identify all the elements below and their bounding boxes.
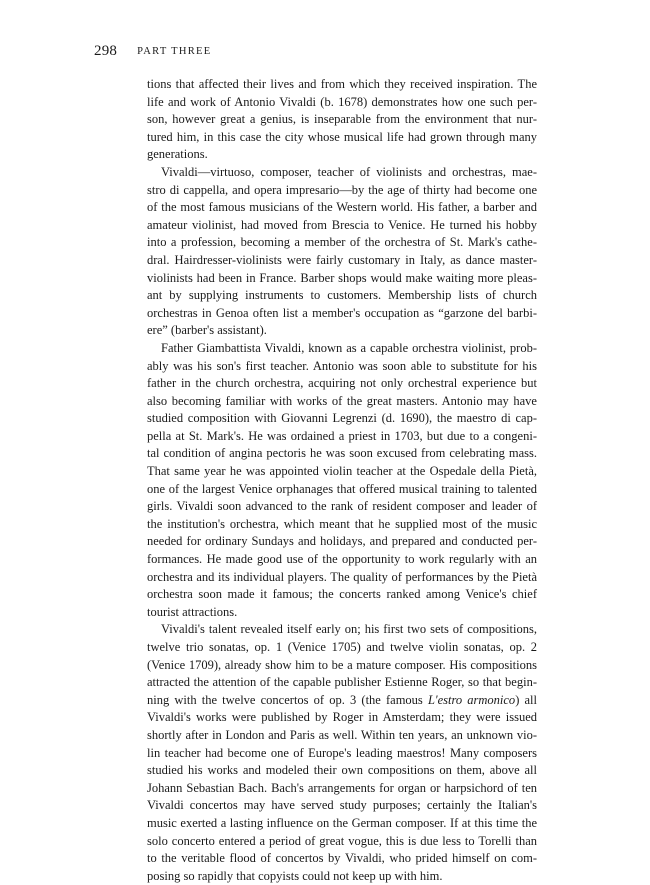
text-line: orchestra soon made it famous; the concerts ranked among Venice's chief — [147, 587, 537, 602]
text-line: of the most famous musicians of the Western world. His father, a barber and — [147, 200, 537, 215]
text-line: lin teacher had become one of Europe's leading maestros! Many composers — [147, 745, 537, 760]
text-line: tourist attractions. — [147, 604, 238, 619]
text-line: shortly after in London and Paris as well. Within ten years, an unknown vio- — [147, 727, 537, 742]
text-line: girls. Vivaldi soon advanced to the rank of resident composer and leader of — [147, 499, 537, 514]
text-line: into a profession, becoming a member of the orchestra of St. Mark's cathe- — [147, 235, 537, 250]
text-line: tured him, in this case the city whose musical life had grown through many — [147, 129, 537, 144]
text-line: father in the church orchestra, acquiring not only orchestral experience but — [147, 376, 537, 391]
text-line: orchestra and its individual players. The quality of performances by the Pietà — [147, 569, 537, 584]
text-line: also becoming familiar with works of the great masters. Antonio may have — [147, 393, 537, 408]
text-line: That same year he was appointed violin teacher at the Ospedale della Pietà, — [147, 464, 537, 479]
text-line: tal condition of angina pectoris he was soon excused from celebrating mass. — [147, 446, 537, 461]
text-line: orchestras in Genoa often list a member's occupation as “garzone del barbi- — [147, 305, 537, 320]
text-line: Vivaldi's works were published by Roger in Amsterdam; they were issued — [147, 710, 537, 725]
text-line: studied his works and modeled their own compositions on them, above all — [147, 763, 537, 778]
text-line: life and work of Antonio Vivaldi (b. 1678) demonstrates how one such per- — [147, 94, 537, 109]
text-line: Johann Sebastian Bach. Bach's arrangements for organ or harpsichord of ten — [147, 780, 537, 795]
text-line: Vivaldi—virtuoso, composer, teacher of violinists and orchestras, mae- — [161, 164, 537, 179]
text-line: generations. — [147, 147, 208, 162]
text-line: Vivaldi's talent revealed itself early on; his first two sets of compositions, — [161, 622, 537, 637]
text-line: twelve trio sonatas, op. 1 (Venice 1705) and twelve violin sonatas, op. 2 — [147, 640, 537, 654]
part-label: PART THREE — [137, 46, 212, 57]
text-segment: ) all — [515, 692, 537, 707]
page-number: 298 — [94, 43, 118, 59]
running-head — [94, 42, 211, 62]
text-line: ably was his son's first teacher. Antonio was soon able to substitute for his — [147, 358, 537, 373]
text-line — [147, 692, 537, 710]
text-line: attracted the attention of the capable publisher Estienne Roger, so that begin- — [147, 675, 537, 690]
text-line: Vivaldi concertos may have served study purposes; certainly the Italian's — [147, 798, 537, 813]
text-line: formances. He made good use of the opportunity to work regularly with an — [147, 552, 537, 567]
text-line: posing so rapidly that copyists could not keep up with him. — [147, 868, 443, 883]
text-line: Father Giambattista Vivaldi, known as a capable orchestra violinist, prob- — [161, 340, 537, 355]
text-line: music exerted a lasting influence on the German composer. If at this time the — [147, 815, 537, 830]
work-title: L'estro armonico — [427, 692, 516, 707]
body-text — [147, 76, 537, 885]
text-line: (Venice 1709), already show him to be a mature composer. His compositions — [147, 657, 537, 672]
text-line: violinists had been in France. Barber shops would make waiting more pleas- — [147, 270, 537, 285]
text-line: needed for ordinary Sundays and holidays, and prepared and conducted per- — [147, 534, 537, 549]
text-line: solo concerto entered a period of great vogue, this is due less to Torelli than — [147, 833, 537, 848]
text-line: ere” (barber's assistant). — [147, 323, 267, 338]
text-line: pella at St. Mark's. He was ordained a priest in 1703, but due to a congeni- — [147, 428, 537, 443]
text-line: studied composition with Giovanni Legrenzi (d. 1690), the maestro di cap- — [147, 411, 537, 426]
text-line: amateur violinist, had moved from Brescia to Venice. He turned his hobby — [147, 217, 537, 232]
text-line: the institution's orchestra, which meant that he supplied most of the music — [147, 516, 537, 531]
text-line: stro di cappella, and opera impresario—by the age of thirty had become one — [147, 182, 537, 197]
text-line: son, however great a genius, is inseparable from the environment that nur- — [147, 112, 537, 127]
text-line: to the veritable flood of concertos by Vivaldi, who prided himself on com- — [147, 851, 537, 866]
text-line: dral. Hairdresser-violinists were fairly customary in Italy, as dance master- — [147, 252, 537, 267]
text-line: tions that affected their lives and from which they received inspiration. The — [147, 77, 537, 91]
text-line: one of the largest Venice orphanages that offered musical training to talented — [147, 481, 537, 496]
text-segment: ning with the twelve concertos of op. 3 (the famous — [147, 692, 428, 707]
text-line: ant by supplying instruments to customers. Membership lists of church — [147, 288, 537, 303]
